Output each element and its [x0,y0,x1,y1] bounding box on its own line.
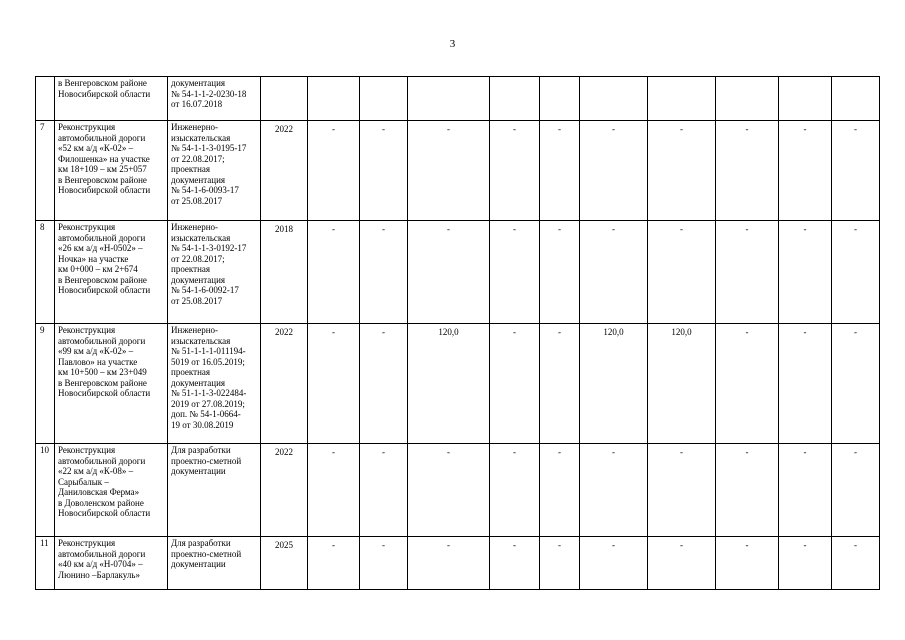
value-cell: - [490,221,540,324]
year-cell [261,77,308,121]
value-cell: - [716,324,779,444]
value-cell [308,77,360,121]
value-cell: - [490,324,540,444]
value-cell: - [779,221,832,324]
row-number-cell [36,77,55,121]
value-cell: - [540,324,580,444]
value-cell [716,77,779,121]
value-cell: - [832,324,880,444]
year-cell: 2022 [261,121,308,221]
value-cell: - [360,444,408,537]
documentation-cell: Инженерно- изыскательская № 54-1-1-3-0192-17 от 22.08.2017; проектная документация № 54-1-6-0092-17 от 25.08.2017 [168,221,261,324]
value-cell [580,77,648,121]
value-cell: - [832,121,880,221]
table-row [36,324,880,444]
documentation-cell: документация № 54-1-1-2-0230-18 от 16.07.2018 [168,77,261,121]
value-cell: - [540,221,580,324]
value-cell: - [832,537,880,590]
value-cell [779,77,832,121]
value-cell: - [779,444,832,537]
value-cell: - [580,444,648,537]
value-cell: - [540,537,580,590]
value-cell: - [580,537,648,590]
row-number-cell: 9 [36,324,55,444]
value-cell [540,77,580,121]
documentation-cell: Инженерно- изыскательская № 51-1-1-1-011194- 5019 от 16.05.2019; проектная документация № 51-1-1-3-022484- 2019 от 27.08.2019; доп. № 54-1-0664- 19 от 30.08.2019 [168,324,261,444]
value-cell: - [779,121,832,221]
value-cell [832,77,880,121]
table-row [36,537,880,590]
year-cell: 2022 [261,324,308,444]
value-cell: - [360,537,408,590]
value-cell: - [580,221,648,324]
object-name-cell: в Венгеровском районе Новосибирской области [55,77,168,121]
table-row [36,221,880,324]
value-cell: - [360,324,408,444]
value-cell: - [716,537,779,590]
row-number-cell: 10 [36,444,55,537]
year-cell: 2025 [261,537,308,590]
value-cell: - [490,537,540,590]
value-cell: - [648,121,716,221]
value-cell: - [716,444,779,537]
object-name-cell: Реконструкция автомобильной дороги «52 км а/д «К-02» – Филошенка» на участке км 18+109 – км 25+057 в Венгеровском районе Новосибирской области [55,121,168,221]
table-body [36,77,880,590]
value-cell: - [648,221,716,324]
value-cell: - [648,444,716,537]
table-row [36,121,880,221]
value-cell: - [308,324,360,444]
table-row [36,77,880,121]
value-cell: - [779,537,832,590]
value-cell: - [408,537,490,590]
value-cell: - [540,444,580,537]
value-cell: - [408,221,490,324]
value-cell [408,77,490,121]
value-cell [360,77,408,121]
documentation-cell: Инженерно- изыскательская № 54-1-1-3-0195-17 от 22.08.2017; проектная документация № 54-1-6-0093-17 от 25.08.2017 [168,121,261,221]
page-number: 3 [449,38,456,50]
object-name-cell: Реконструкция автомобильной дороги «40 км а/д «Н-0704» – Люнино –Барлакуль» [55,537,168,590]
object-name-cell: Реконструкция автомобильной дороги «26 км а/д «Н-0502» – Ночка» на участке км 0+000 – км 2+674 в Венгеровском районе Новосибирской области [55,221,168,324]
value-cell: - [580,121,648,221]
value-cell: - [408,121,490,221]
value-cell: - [308,537,360,590]
value-cell: - [490,121,540,221]
value-cell: 120,0 [408,324,490,444]
value-cell: - [540,121,580,221]
object-name-cell: Реконструкция автомобильной дороги «22 км а/д «К-08» – Сарыбалык – Даниловская Ферма» в Доволенском районе Новосибирской области [55,444,168,537]
value-cell: - [832,221,880,324]
row-number-cell: 7 [36,121,55,221]
value-cell: - [648,537,716,590]
value-cell: - [308,221,360,324]
year-cell: 2018 [261,221,308,324]
value-cell: - [490,444,540,537]
value-cell: - [408,444,490,537]
value-cell: - [716,221,779,324]
value-cell: 120,0 [580,324,648,444]
value-cell: - [832,444,880,537]
value-cell: - [360,121,408,221]
value-cell: - [716,121,779,221]
projects-table [35,76,880,590]
value-cell: - [308,444,360,537]
table-row [36,444,880,537]
row-number-cell: 8 [36,221,55,324]
year-cell: 2022 [261,444,308,537]
row-number-cell: 11 [36,537,55,590]
value-cell: - [779,324,832,444]
value-cell [490,77,540,121]
value-cell: - [360,221,408,324]
documentation-cell: Для разработки проектно-сметной документации [168,444,261,537]
value-cell: - [308,121,360,221]
value-cell [648,77,716,121]
value-cell: 120,0 [648,324,716,444]
object-name-cell: Реконструкция автомобильной дороги «99 км а/д «К-02» – Павлово» на участке км 10+500 – км 23+049 в Венгеровском районе Новосибирской области [55,324,168,444]
documentation-cell: Для разработки проектно-сметной документации [168,537,261,590]
